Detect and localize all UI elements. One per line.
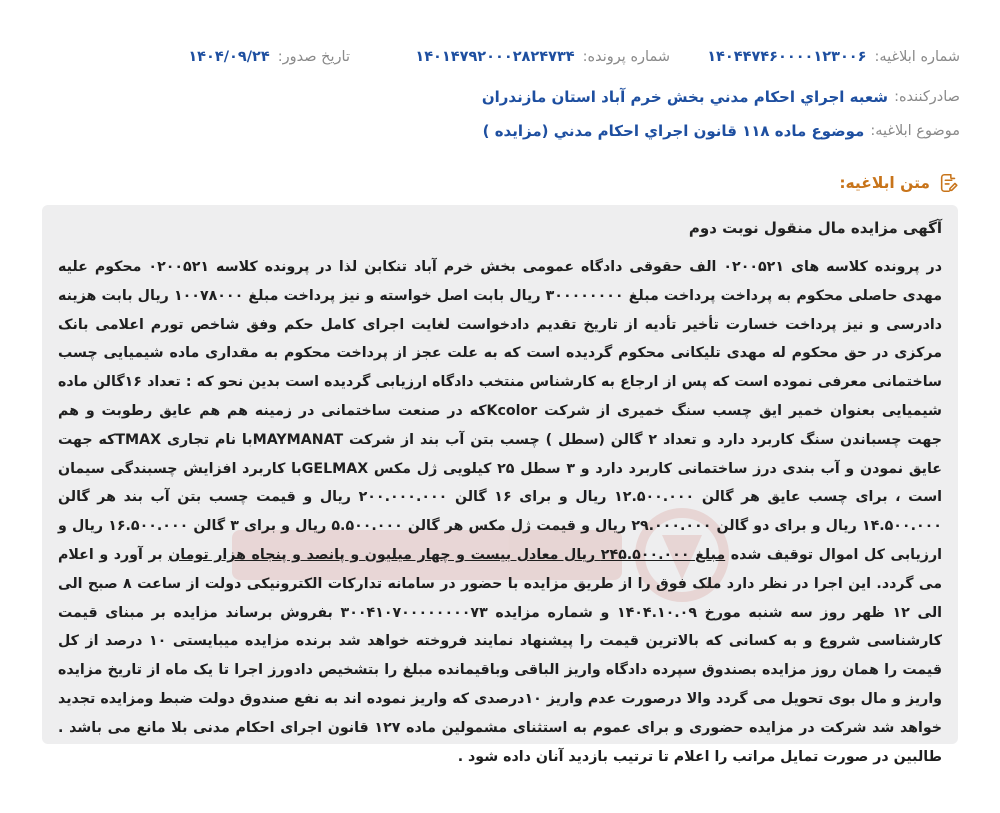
notice-text-label: متن ابلاغیه: (839, 174, 930, 192)
notice-number (670, 49, 960, 65)
issue-date-value: ۱۴۰۴/۰۹/۲۴ (188, 49, 270, 65)
notice-paragraph-part2: بر آورد و اعلام می گردد. این اجرا در نظر دارد ملک فوق را از طریق مزایده با حضور در سامانه تدارکات الکترونیکی دولت از ساعت ۸ صبح الی الی ۱۲ ظهر روز سه شنبه مورخ ۱۴۰۴.۱۰.۰۹ و شماره مزایده ۳۰۰۴۱۰۷۰۰۰۰۰۰۰۰۷۳ بفروش برساند مزایده بر مبنای قیمت کارشناسی شروع و به کسانی که بالاترین قیمت را پیشنهاد نمایند فروخته خواهد شد برنده مزایده میبایستی ۱۰ درصد از کل قیمت را همان روز مزایده بصندوق سپرده دادگاه واریز الباقی وباقیمانده مبلغ را بتشخیص دادورز اجرا تا یک ماه از تاریخ مزایده واریز و مال بوی تحویل می گردد والا درصورت عدم واریز ۱۰درصدی که واریز نموده اند به نفع صندوق دولت ضبط ومزایده تجدید خواهد شد شرکت در مزایده حضوری و برای عموم به استثنای مشمولین ماده ۱۲۷ قانون اجرای احکام مدنی بلا مانع می باشد . طالبین در صورت تمایل مراتب را اعلام تا ترتیب بازدید آنان داده شود . (58, 546, 943, 765)
notice-paragraph-part1: در پرونده کلاسه های ۰۲۰۰۵۲۱ الف حقوقی دادگاه عمومی بخش خرم آباد تنکابن لذا در پرونده کلاسه ۰۲۰۰۵۲۱ محکوم علیه مهدی حاصلی محکوم به پرداخت پرداخت مبلغ ۳۰۰۰۰۰۰۰۰ ریال بابت اصل خواسته و نیز پرداخت مبلغ ۱۰۰۷۸۰۰۰ ریال بابت هزینه دادرسی و نیز پرداخت خسارت تأخیر تأدیه از تاریخ تقدیم دادخواست لغایت اجرای کامل حکم وفق شاخص تورم اعلامی بانک مرکزی در حق محکوم له مهدی تلیکانی محکوم گردیده است که به علت عجز از پرداخت محکوم به مقداری ماده شیمیایی چسب ساختمانی معرفی نموده است که پس از ارجاع به کارشناس منتخب دادگاه ارزیابی گردیده است بدین نحو که : تعداد ۱۶گالن ماده شیمیایی بعنوان خمیر ایق چسب سنگ خمیری از شرکت Kcolorکه در صنعت ساختمانی در زمینه هم هم عایق رطوبت و هم جهت چسباندن سنگ کاربرد دارد و تعداد ۲ گالن (سطل ) چسب بتن آب بند از شرکت MAYMANATبا نام تجاری TMAXکه جهت عایق نمودن و آب بندی درز ساختمانی کاربرد دارد و ۳ سطل ۲۵ کیلویی ژل مکس GELMAXبا کاربرد افزایش چسبندگی سیمان است ، برای چسب عایق هر گالن ۱۲.۵۰۰.۰۰۰ ریال و برای ۱۶ گالن ۲۰۰.۰۰۰.۰۰۰ ریال و قیمت چسب بتن آب بند هر گالن ۱۴.۵۰۰.۰۰۰ ریال و برای دو گالن ۲۹.۰۰۰.۰۰۰ ریال و قیمت ژل مکس هر گالن ۵.۵۰۰.۰۰۰ ریال و برای ۳ گالن ۱۶.۵۰۰.۰۰۰ ریال و ارزیابی کل اموال توقیف شده (58, 259, 943, 563)
issuer-label: صادرکننده: (894, 89, 960, 105)
issue-date-label: تاریخ صدور: (277, 49, 350, 65)
notice-body-box (42, 205, 958, 765)
subject-value: موضوع ماده ۱۱۸ قانون اجراي احکام مدني (مزايده ) (482, 122, 865, 140)
notice-number-label: شماره ابلاغیه: (874, 49, 960, 65)
notice-paragraph-underlined: مبلغ ۲۴۵.۵۰۰.۰۰۰ ریال معادل بیست و چهار میلیون و پانصد و پنجاه هزار تومان (168, 546, 726, 563)
notice-meta-row (40, 42, 960, 72)
case-number-label: شماره پرونده: (582, 49, 670, 65)
subject-label: موضوع ابلاغیه: (870, 123, 960, 139)
issuer-value: شعبه اجراي احکام مدني بخش خرم آباد استان مازندران (481, 88, 889, 106)
subject-row (40, 116, 960, 146)
notice-title: آگهی مزایده مال منقول نوبت دوم (688, 219, 942, 237)
issuer-row (40, 82, 960, 112)
notice-text-header (839, 168, 960, 198)
document-edit-icon (938, 172, 960, 194)
notice-paragraph (58, 253, 942, 771)
case-number-value: ۱۴۰۱۴۷۹۲۰۰۰۲۸۲۴۷۳۴ (415, 49, 575, 65)
issue-date (188, 49, 350, 65)
notice-number-value: ۱۴۰۴۴۷۴۶۰۰۰۰۱۲۳۰۰۶ (707, 49, 867, 65)
case-number (350, 49, 670, 65)
